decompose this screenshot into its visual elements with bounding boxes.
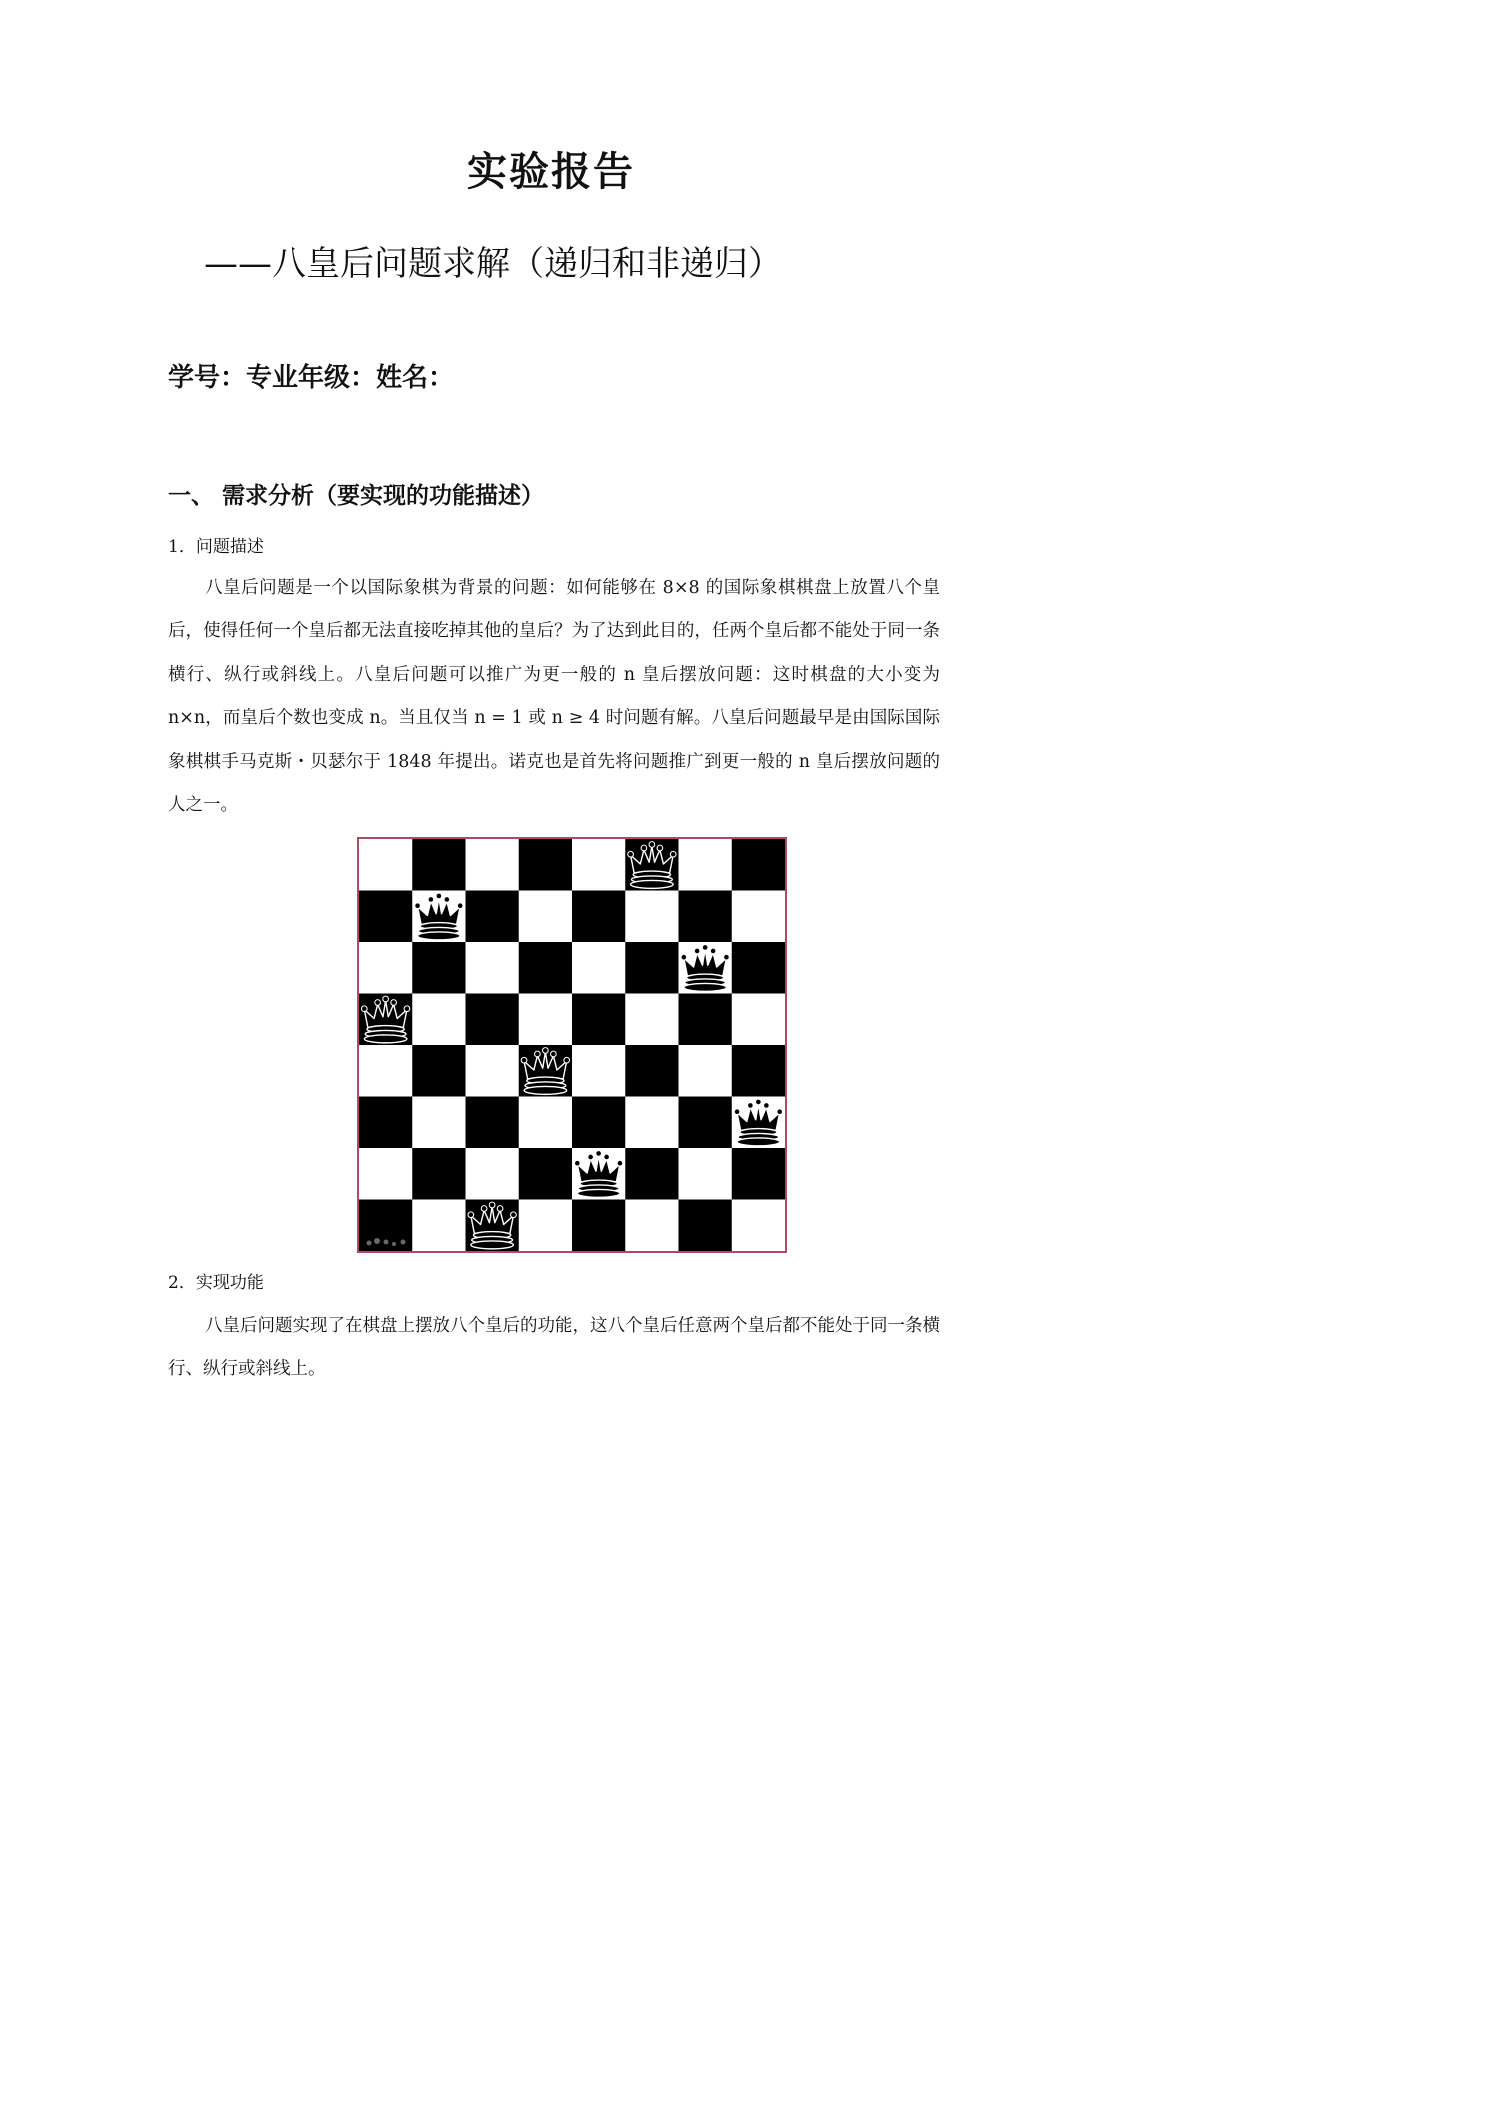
board-square [679, 1148, 733, 1200]
board-square [519, 942, 573, 994]
board-square [519, 994, 573, 1046]
board-square [572, 994, 626, 1046]
board-square [519, 1097, 573, 1149]
board-square [732, 1200, 785, 1252]
board-square [359, 1148, 413, 1200]
board-square [359, 1045, 413, 1097]
board-square [359, 1097, 413, 1149]
paragraph-implemented-function: 八皇后问题实现了在棋盘上摆放八个皇后的功能，这八个皇后任意两个皇后都不能处于同一条横行、纵行或斜线上。 [168, 1316, 940, 1380]
board-square [412, 1200, 466, 1252]
board-square [625, 1200, 679, 1252]
board-square [732, 942, 785, 994]
board-square [412, 994, 466, 1046]
board-square [466, 994, 520, 1046]
board-square [625, 1148, 679, 1200]
board-square [732, 891, 785, 943]
board-square [412, 942, 466, 994]
board-square [359, 839, 413, 891]
board-square [732, 839, 785, 891]
board-square [732, 1148, 785, 1200]
board-square [625, 942, 679, 994]
board-square [572, 1200, 626, 1252]
chessboard [359, 839, 785, 1251]
board-square [679, 1097, 733, 1149]
board-square [519, 891, 573, 943]
paragraph-problem-description: 八皇后问题是一个以国际象棋为背景的问题：如何能够在 8×8 的国际象棋棋盘上放置八个皇后，使得任何一个皇后都无法直接吃掉其他的皇后？为了达到此目的，任两个皇后都不能处于同一条横行、纵行或斜线上。八皇后问题可以推广为更一般的 n 皇后摆放问题：这时棋盘的大小变为 n×n，而皇后个数也变成 n。当且仅当 n = 1 或 n ≥ 4 时问题有解。八皇后问题最早是由国际国际象棋棋手马克斯・贝瑟尔于 1848 年提出。诺克也是首先将问题推广到更一般的 n 皇后摆放问题的人之一。 [168, 578, 940, 816]
board-square [466, 1148, 520, 1200]
board-square [572, 942, 626, 994]
board-square [359, 891, 413, 943]
board-square [679, 1045, 733, 1097]
board-square [572, 839, 626, 891]
board-square [625, 1045, 679, 1097]
board-square [466, 1097, 520, 1149]
board-square [359, 942, 413, 994]
board-square [412, 1148, 466, 1200]
section-heading-requirements: 一、 需求分析（要实现的功能描述） [168, 483, 545, 509]
report-title: 实验报告 [467, 149, 635, 195]
board-square [679, 1200, 733, 1252]
board-square [519, 839, 573, 891]
chessboard-figure [357, 837, 787, 1253]
board-square [466, 942, 520, 994]
board-square [466, 839, 520, 891]
board-square [625, 994, 679, 1046]
board-square [732, 994, 785, 1046]
subheading-problem-description: 1．问题描述 [168, 537, 264, 557]
board-square [519, 1148, 573, 1200]
board-square [572, 1045, 626, 1097]
board-square [572, 1097, 626, 1149]
board-square [625, 891, 679, 943]
board-square [732, 1045, 785, 1097]
board-square [412, 1097, 466, 1149]
board-square [679, 839, 733, 891]
board-square [625, 1097, 679, 1149]
subheading-implemented-function: 2．实现功能 [168, 1273, 264, 1293]
board-square [572, 891, 626, 943]
report-subtitle: ——八皇后问题求解（递归和非递归） [204, 244, 782, 284]
student-info-line: 学号：专业年级：姓名： [168, 363, 455, 393]
board-square [412, 839, 466, 891]
board-square [412, 1045, 466, 1097]
board-square [679, 994, 733, 1046]
board-square [466, 1045, 520, 1097]
board-square [519, 1200, 573, 1252]
board-square [466, 891, 520, 943]
board-square [679, 891, 733, 943]
